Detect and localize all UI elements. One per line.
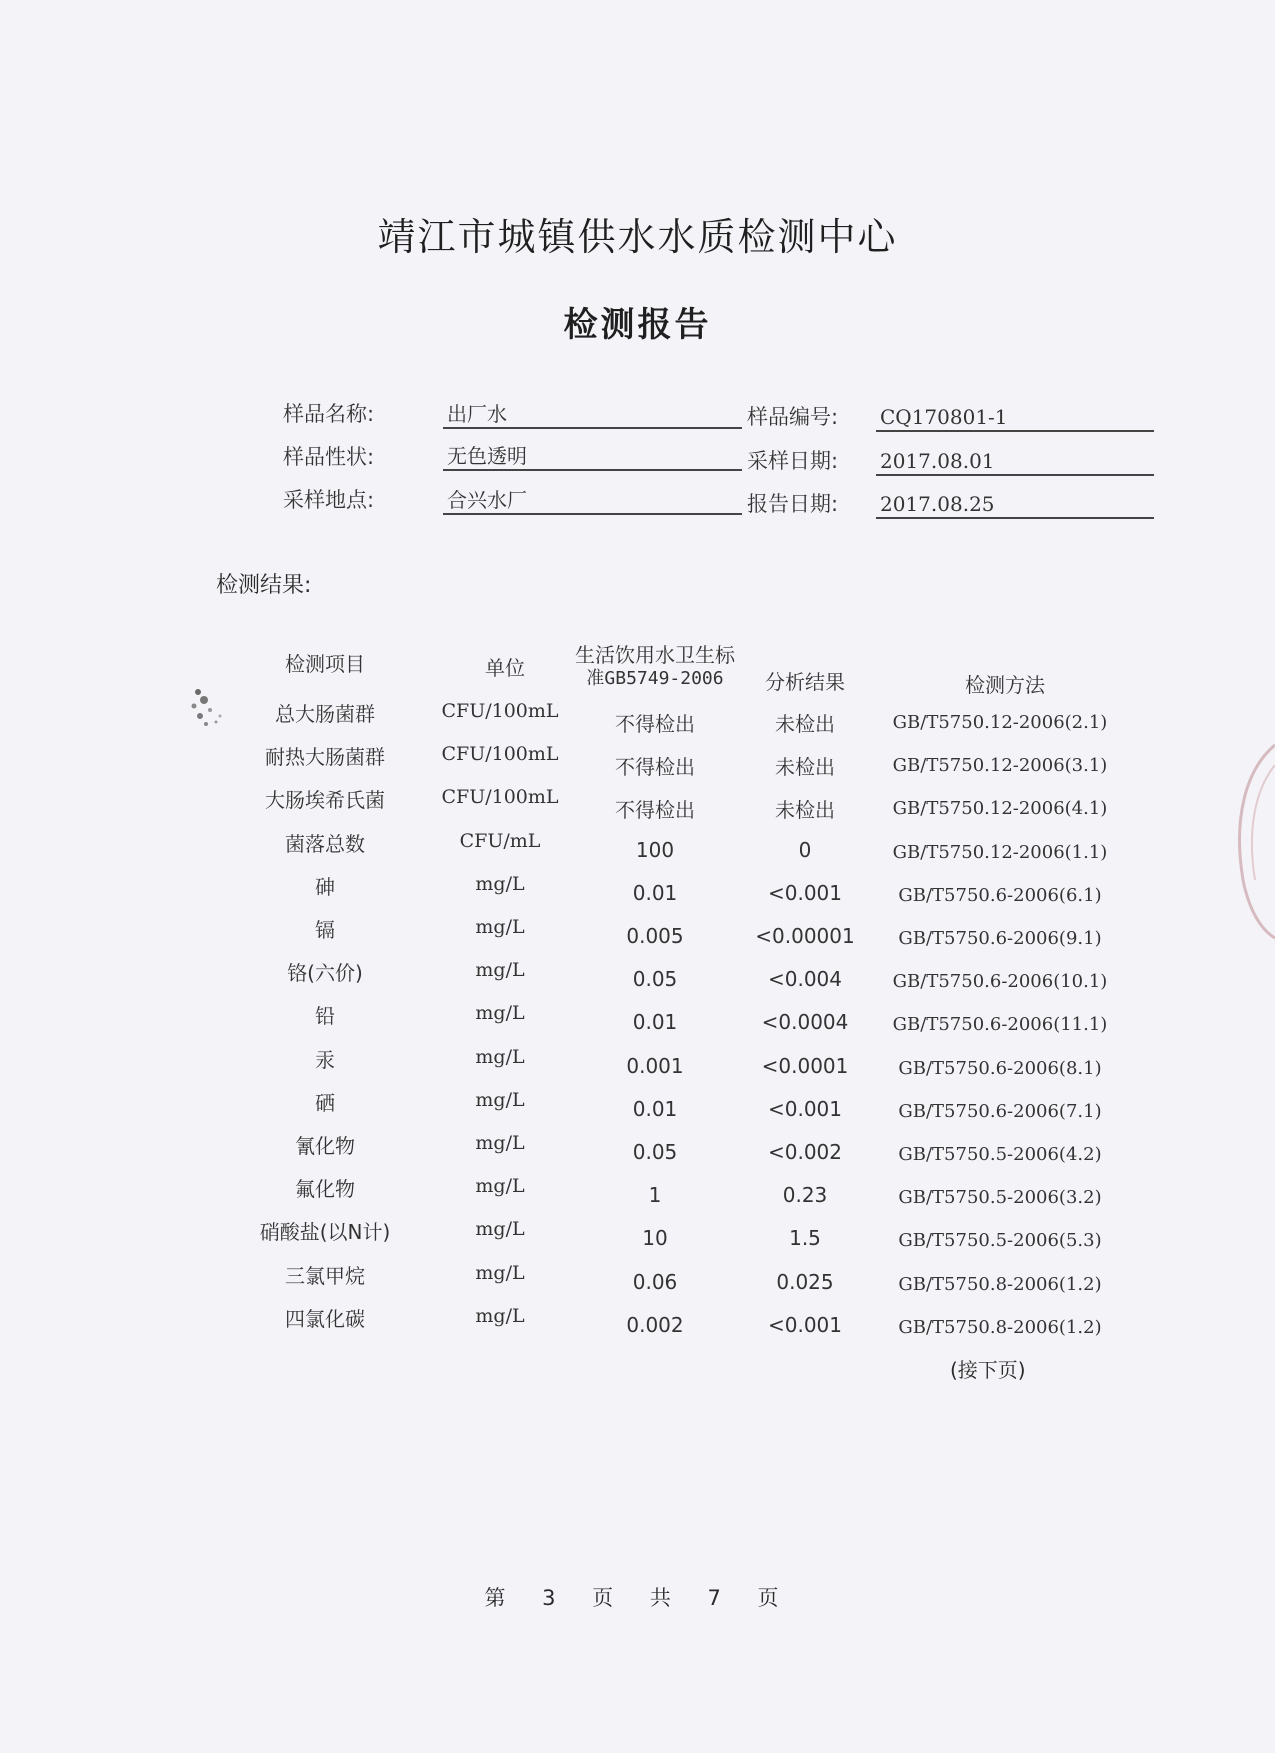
sampling-location-label: 采样地点:: [283, 488, 375, 512]
cell-unit: mg/L: [475, 1304, 525, 1327]
cell-unit: CFU/mL: [459, 829, 541, 852]
column-header-standard: [560, 643, 750, 691]
cell-result: <0.001: [767, 1096, 842, 1121]
sampling-date-label: 采样日期:: [747, 449, 839, 473]
cell-standard: 0.01: [632, 1010, 678, 1035]
sampling-date-value: 2017.08.01: [876, 448, 1154, 476]
cell-standard: 0.05: [632, 967, 678, 992]
cell-result: <0.001: [767, 880, 842, 905]
sample-number-value: CQ170801-1: [876, 404, 1154, 432]
continued-note: (接下页): [950, 1358, 1026, 1382]
sample-name-label: 样品名称:: [283, 402, 375, 426]
cell-unit: CFU/100mL: [441, 786, 559, 809]
cell-item: 硝酸盐(以N计): [259, 1220, 391, 1245]
cell-standard: 不得检出: [615, 755, 695, 780]
cell-item: 四氯化碳: [285, 1306, 365, 1331]
cell-standard: 1: [648, 1183, 662, 1208]
cell-method: GB/T5750.6-2006(10.1): [892, 971, 1108, 993]
report-date-label: 报告日期:: [747, 492, 839, 516]
cell-unit: mg/L: [475, 1218, 525, 1241]
cell-unit: mg/L: [475, 916, 525, 938]
cell-method: GB/T5750.8-2006(1.2): [898, 1316, 1102, 1338]
cell-result: <0.0001: [761, 1053, 849, 1078]
table-row: [0, 871, 1275, 911]
cell-standard: 不得检出: [615, 798, 695, 823]
cell-unit: mg/L: [475, 1088, 525, 1111]
cell-standard: 0.002: [626, 1312, 684, 1337]
cell-method: GB/T5750.8-2006(1.2): [898, 1273, 1102, 1295]
cell-unit: mg/L: [475, 1002, 525, 1025]
table-row: [0, 914, 1275, 954]
cell-result: 未检出: [775, 798, 835, 823]
table-row: [0, 828, 1275, 868]
sample-number-label: 样品编号:: [747, 405, 839, 429]
cell-standard: 10: [642, 1226, 668, 1251]
cell-result: 0: [798, 837, 812, 862]
cell-unit: mg/L: [475, 1175, 525, 1198]
column-header-unit: 单位: [485, 656, 525, 680]
cell-unit: mg/L: [475, 1045, 525, 1068]
cell-method: GB/T5750.12-2006(4.1): [892, 798, 1108, 820]
sample-appearance-value: 无色透明: [443, 443, 742, 471]
cell-result: 未检出: [775, 712, 835, 736]
report-title: 检测报告: [563, 305, 712, 345]
table-row: [0, 1216, 1275, 1256]
cell-unit: mg/L: [475, 959, 525, 982]
column-header-method: 检测方法: [965, 673, 1045, 697]
table-row: [0, 741, 1275, 781]
cell-item: 氟化物: [295, 1177, 355, 1202]
cell-unit: CFU/100mL: [441, 743, 559, 766]
cell-item: 砷: [315, 874, 335, 899]
cell-unit: mg/L: [475, 1132, 525, 1154]
cell-item: 大肠埃希氏菌: [265, 788, 385, 813]
page-indicator: 第 3 页 共 7 页: [484, 1586, 791, 1610]
cell-standard: 100: [635, 837, 675, 862]
sample-appearance-label: 样品性状:: [283, 445, 375, 469]
cell-method: GB/T5750.6-2006(8.1): [898, 1057, 1102, 1079]
cell-result: 0.025: [776, 1269, 834, 1294]
cell-method: GB/T5750.6-2006(11.1): [892, 1014, 1108, 1036]
cell-method: GB/T5750.6-2006(6.1): [898, 884, 1102, 906]
cell-item: 汞: [315, 1047, 335, 1072]
table-row: [0, 1260, 1275, 1300]
column-header-item: 检测项目: [285, 652, 365, 676]
table-row: [0, 1044, 1275, 1084]
cell-method: GB/T5750.12-2006(1.1): [892, 841, 1108, 863]
cell-standard: 0.06: [632, 1269, 678, 1294]
cell-standard: 0.01: [632, 880, 678, 905]
cell-result: <0.001: [767, 1312, 842, 1337]
results-section-label: 检测结果:: [216, 573, 312, 598]
table-row: [0, 1087, 1275, 1127]
cell-method: GB/T5750.5-2006(4.2): [898, 1144, 1102, 1165]
cell-method: GB/T5750.5-2006(3.2): [898, 1187, 1102, 1209]
report-date-value: 2017.08.25: [876, 491, 1154, 519]
cell-item: 耐热大肠菌群: [265, 745, 385, 770]
cell-result: 0.23: [782, 1183, 828, 1208]
table-row: [0, 784, 1275, 824]
cell-unit: mg/L: [475, 1261, 525, 1284]
cell-method: GB/T5750.5-2006(5.3): [898, 1230, 1102, 1252]
cell-method: GB/T5750.12-2006(2.1): [892, 712, 1108, 733]
cell-item: 三氯甲烷: [285, 1263, 365, 1288]
cell-item: 铅: [315, 1004, 335, 1029]
cell-item: 硒: [315, 1090, 335, 1115]
sample-name-value: 出厂水: [443, 401, 742, 429]
cell-standard: 0.001: [626, 1053, 684, 1078]
cell-standard: 0.05: [632, 1140, 678, 1164]
cell-result: <0.004: [767, 967, 842, 992]
cell-method: GB/T5750.12-2006(3.1): [892, 755, 1108, 777]
cell-item: 铬(六价): [287, 961, 363, 986]
cell-method: GB/T5750.6-2006(7.1): [898, 1100, 1102, 1122]
cell-standard: 0.01: [632, 1096, 678, 1121]
cell-unit: mg/L: [475, 872, 525, 895]
table-row: [0, 1130, 1275, 1170]
cell-standard: 不得检出: [615, 712, 695, 736]
column-header-result: 分析结果: [765, 670, 845, 694]
table-row: [0, 1303, 1275, 1343]
cell-method: GB/T5750.6-2006(9.1): [898, 928, 1102, 949]
cell-item: 菌落总数: [285, 831, 365, 856]
cell-result: <0.002: [767, 1140, 842, 1164]
cell-result: <0.00001: [755, 924, 855, 948]
cell-result: 1.5: [789, 1226, 821, 1251]
column-header-standard-line1: 生活饮用水卫生标: [575, 643, 735, 667]
cell-item: 氰化物: [295, 1134, 355, 1158]
table-row: [0, 957, 1275, 997]
cell-unit: CFU/100mL: [441, 700, 559, 722]
column-header-standard-line2: 准GB5749-2006: [586, 668, 724, 689]
cell-result: <0.0004: [761, 1010, 849, 1035]
organization-title: 靖江市城镇供水水质检测中心: [377, 215, 898, 259]
cell-result: 未检出: [775, 755, 835, 780]
table-row: [0, 1000, 1275, 1040]
cell-item: 总大肠菌群: [275, 702, 375, 726]
sampling-location-value: 合兴水厂: [443, 487, 742, 515]
table-row: [0, 698, 1275, 738]
table-row: [0, 1173, 1275, 1213]
cell-standard: 0.005: [626, 924, 684, 948]
cell-item: 镉: [315, 918, 335, 942]
